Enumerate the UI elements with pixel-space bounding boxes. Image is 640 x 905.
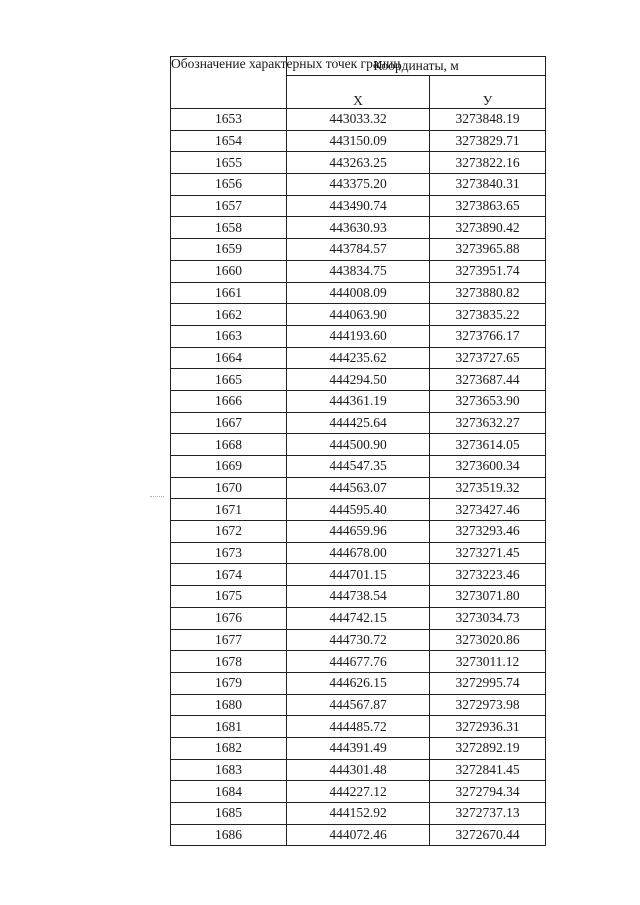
point-id-cell: 1683: [171, 759, 287, 781]
x-coordinate-cell: 444659.96: [287, 521, 430, 543]
header-x: Х: [287, 76, 430, 109]
point-id-cell: 1677: [171, 629, 287, 651]
y-coordinate-cell: 3273951.74: [430, 260, 546, 282]
y-coordinate-cell: 3273519.32: [430, 477, 546, 499]
y-coordinate-cell: 3273614.05: [430, 434, 546, 456]
y-coordinate-cell: 3273600.34: [430, 456, 546, 478]
x-coordinate-cell: 444301.48: [287, 759, 430, 781]
point-id-cell: 1666: [171, 390, 287, 412]
y-coordinate-cell: 3272670.44: [430, 824, 546, 846]
table-row: [171, 737, 546, 759]
point-id-cell: 1655: [171, 152, 287, 174]
y-coordinate-cell: 3273011.12: [430, 651, 546, 673]
x-coordinate-cell: 444742.15: [287, 607, 430, 629]
y-coordinate-cell: 3273427.46: [430, 499, 546, 521]
point-id-cell: 1674: [171, 564, 287, 586]
y-coordinate-cell: 3273653.90: [430, 390, 546, 412]
x-coordinate-cell: 444701.15: [287, 564, 430, 586]
point-id-cell: 1672: [171, 521, 287, 543]
scan-artifact-mark: [150, 496, 164, 498]
point-id-cell: 1667: [171, 412, 287, 434]
table-row: [171, 152, 546, 174]
table-row: [171, 824, 546, 846]
x-coordinate-cell: 444425.64: [287, 412, 430, 434]
table-header: [171, 57, 546, 109]
y-coordinate-cell: 3272737.13: [430, 803, 546, 825]
x-coordinate-cell: 444626.15: [287, 672, 430, 694]
x-coordinate-cell: 443834.75: [287, 260, 430, 282]
x-coordinate-cell: 443263.25: [287, 152, 430, 174]
y-coordinate-cell: 3272841.45: [430, 759, 546, 781]
header-point-designation: Обозначение характерных точек границ: [171, 57, 287, 109]
y-coordinate-cell: 3273829.71: [430, 130, 546, 152]
x-coordinate-cell: 443033.32: [287, 109, 430, 131]
point-id-cell: 1657: [171, 195, 287, 217]
y-coordinate-cell: 3272973.98: [430, 694, 546, 716]
y-coordinate-cell: 3272892.19: [430, 737, 546, 759]
point-id-cell: 1686: [171, 824, 287, 846]
point-id-cell: 1654: [171, 130, 287, 152]
point-id-cell: 1664: [171, 347, 287, 369]
table-row: [171, 607, 546, 629]
table-row: [171, 239, 546, 261]
point-id-cell: 1665: [171, 369, 287, 391]
table-row: [171, 325, 546, 347]
table-row: [171, 174, 546, 196]
y-coordinate-cell: 3273632.27: [430, 412, 546, 434]
point-id-cell: 1669: [171, 456, 287, 478]
table-row: [171, 130, 546, 152]
table-row: [171, 109, 546, 131]
y-coordinate-cell: 3273687.44: [430, 369, 546, 391]
x-coordinate-cell: 444008.09: [287, 282, 430, 304]
table-row: [171, 434, 546, 456]
x-coordinate-cell: 444500.90: [287, 434, 430, 456]
point-id-cell: 1676: [171, 607, 287, 629]
table-row: [171, 195, 546, 217]
y-coordinate-cell: 3273020.86: [430, 629, 546, 651]
point-id-cell: 1660: [171, 260, 287, 282]
point-id-cell: 1668: [171, 434, 287, 456]
point-id-cell: 1653: [171, 109, 287, 131]
table-row: [171, 304, 546, 326]
point-id-cell: 1670: [171, 477, 287, 499]
y-coordinate-cell: 3273727.65: [430, 347, 546, 369]
point-id-cell: 1656: [171, 174, 287, 196]
x-coordinate-cell: 444235.62: [287, 347, 430, 369]
table-row: [171, 260, 546, 282]
point-id-cell: 1680: [171, 694, 287, 716]
table-row: [171, 456, 546, 478]
y-coordinate-cell: 3273863.65: [430, 195, 546, 217]
x-coordinate-cell: 444730.72: [287, 629, 430, 651]
y-coordinate-cell: 3273034.73: [430, 607, 546, 629]
x-coordinate-cell: 444567.87: [287, 694, 430, 716]
table-row: [171, 542, 546, 564]
coordinates-table: [170, 56, 546, 846]
x-coordinate-cell: 443630.93: [287, 217, 430, 239]
x-coordinate-cell: 443150.09: [287, 130, 430, 152]
point-id-cell: 1671: [171, 499, 287, 521]
x-coordinate-cell: 444485.72: [287, 716, 430, 738]
point-id-cell: 1679: [171, 672, 287, 694]
y-coordinate-cell: 3273848.19: [430, 109, 546, 131]
table-row: [171, 716, 546, 738]
table-row: [171, 347, 546, 369]
y-coordinate-cell: 3273071.80: [430, 586, 546, 608]
x-coordinate-cell: 444738.54: [287, 586, 430, 608]
x-coordinate-cell: 444595.40: [287, 499, 430, 521]
y-coordinate-cell: 3273271.45: [430, 542, 546, 564]
x-coordinate-cell: 444063.90: [287, 304, 430, 326]
point-id-cell: 1662: [171, 304, 287, 326]
table-row: [171, 564, 546, 586]
x-coordinate-cell: 444193.60: [287, 325, 430, 347]
x-coordinate-cell: 443490.74: [287, 195, 430, 217]
table-row: [171, 586, 546, 608]
x-coordinate-cell: 443375.20: [287, 174, 430, 196]
table-row: [171, 499, 546, 521]
y-coordinate-cell: 3273293.46: [430, 521, 546, 543]
y-coordinate-cell: 3272995.74: [430, 672, 546, 694]
point-id-cell: 1663: [171, 325, 287, 347]
y-coordinate-cell: 3273223.46: [430, 564, 546, 586]
point-id-cell: 1673: [171, 542, 287, 564]
x-coordinate-cell: 443784.57: [287, 239, 430, 261]
x-coordinate-cell: 444361.19: [287, 390, 430, 412]
x-coordinate-cell: 444678.00: [287, 542, 430, 564]
point-id-cell: 1678: [171, 651, 287, 673]
y-coordinate-cell: 3273840.31: [430, 174, 546, 196]
header-coordinates: Координаты, м: [287, 57, 546, 76]
y-coordinate-cell: 3272936.31: [430, 716, 546, 738]
x-coordinate-cell: 444677.76: [287, 651, 430, 673]
point-id-cell: 1658: [171, 217, 287, 239]
x-coordinate-cell: 444547.35: [287, 456, 430, 478]
header-y: У: [430, 76, 546, 109]
table-row: [171, 369, 546, 391]
point-id-cell: 1684: [171, 781, 287, 803]
point-id-cell: 1661: [171, 282, 287, 304]
point-id-cell: 1659: [171, 239, 287, 261]
table-row: [171, 803, 546, 825]
x-coordinate-cell: 444563.07: [287, 477, 430, 499]
table-row: [171, 781, 546, 803]
y-coordinate-cell: 3272794.34: [430, 781, 546, 803]
table-row: [171, 651, 546, 673]
y-coordinate-cell: 3273835.22: [430, 304, 546, 326]
table-row: [171, 672, 546, 694]
point-id-cell: 1685: [171, 803, 287, 825]
y-coordinate-cell: 3273766.17: [430, 325, 546, 347]
x-coordinate-cell: 444294.50: [287, 369, 430, 391]
table-row: [171, 629, 546, 651]
table-row: [171, 759, 546, 781]
point-id-cell: 1682: [171, 737, 287, 759]
y-coordinate-cell: 3273880.82: [430, 282, 546, 304]
table-row: [171, 282, 546, 304]
x-coordinate-cell: 444227.12: [287, 781, 430, 803]
table-body: [171, 109, 546, 846]
x-coordinate-cell: 444072.46: [287, 824, 430, 846]
table-row: [171, 521, 546, 543]
table-row: [171, 390, 546, 412]
point-id-cell: 1681: [171, 716, 287, 738]
table-row: [171, 412, 546, 434]
table-row: [171, 477, 546, 499]
y-coordinate-cell: 3273822.16: [430, 152, 546, 174]
y-coordinate-cell: 3273965.88: [430, 239, 546, 261]
table-row: [171, 694, 546, 716]
point-id-cell: 1675: [171, 586, 287, 608]
y-coordinate-cell: 3273890.42: [430, 217, 546, 239]
x-coordinate-cell: 444152.92: [287, 803, 430, 825]
x-coordinate-cell: 444391.49: [287, 737, 430, 759]
table-row: [171, 217, 546, 239]
